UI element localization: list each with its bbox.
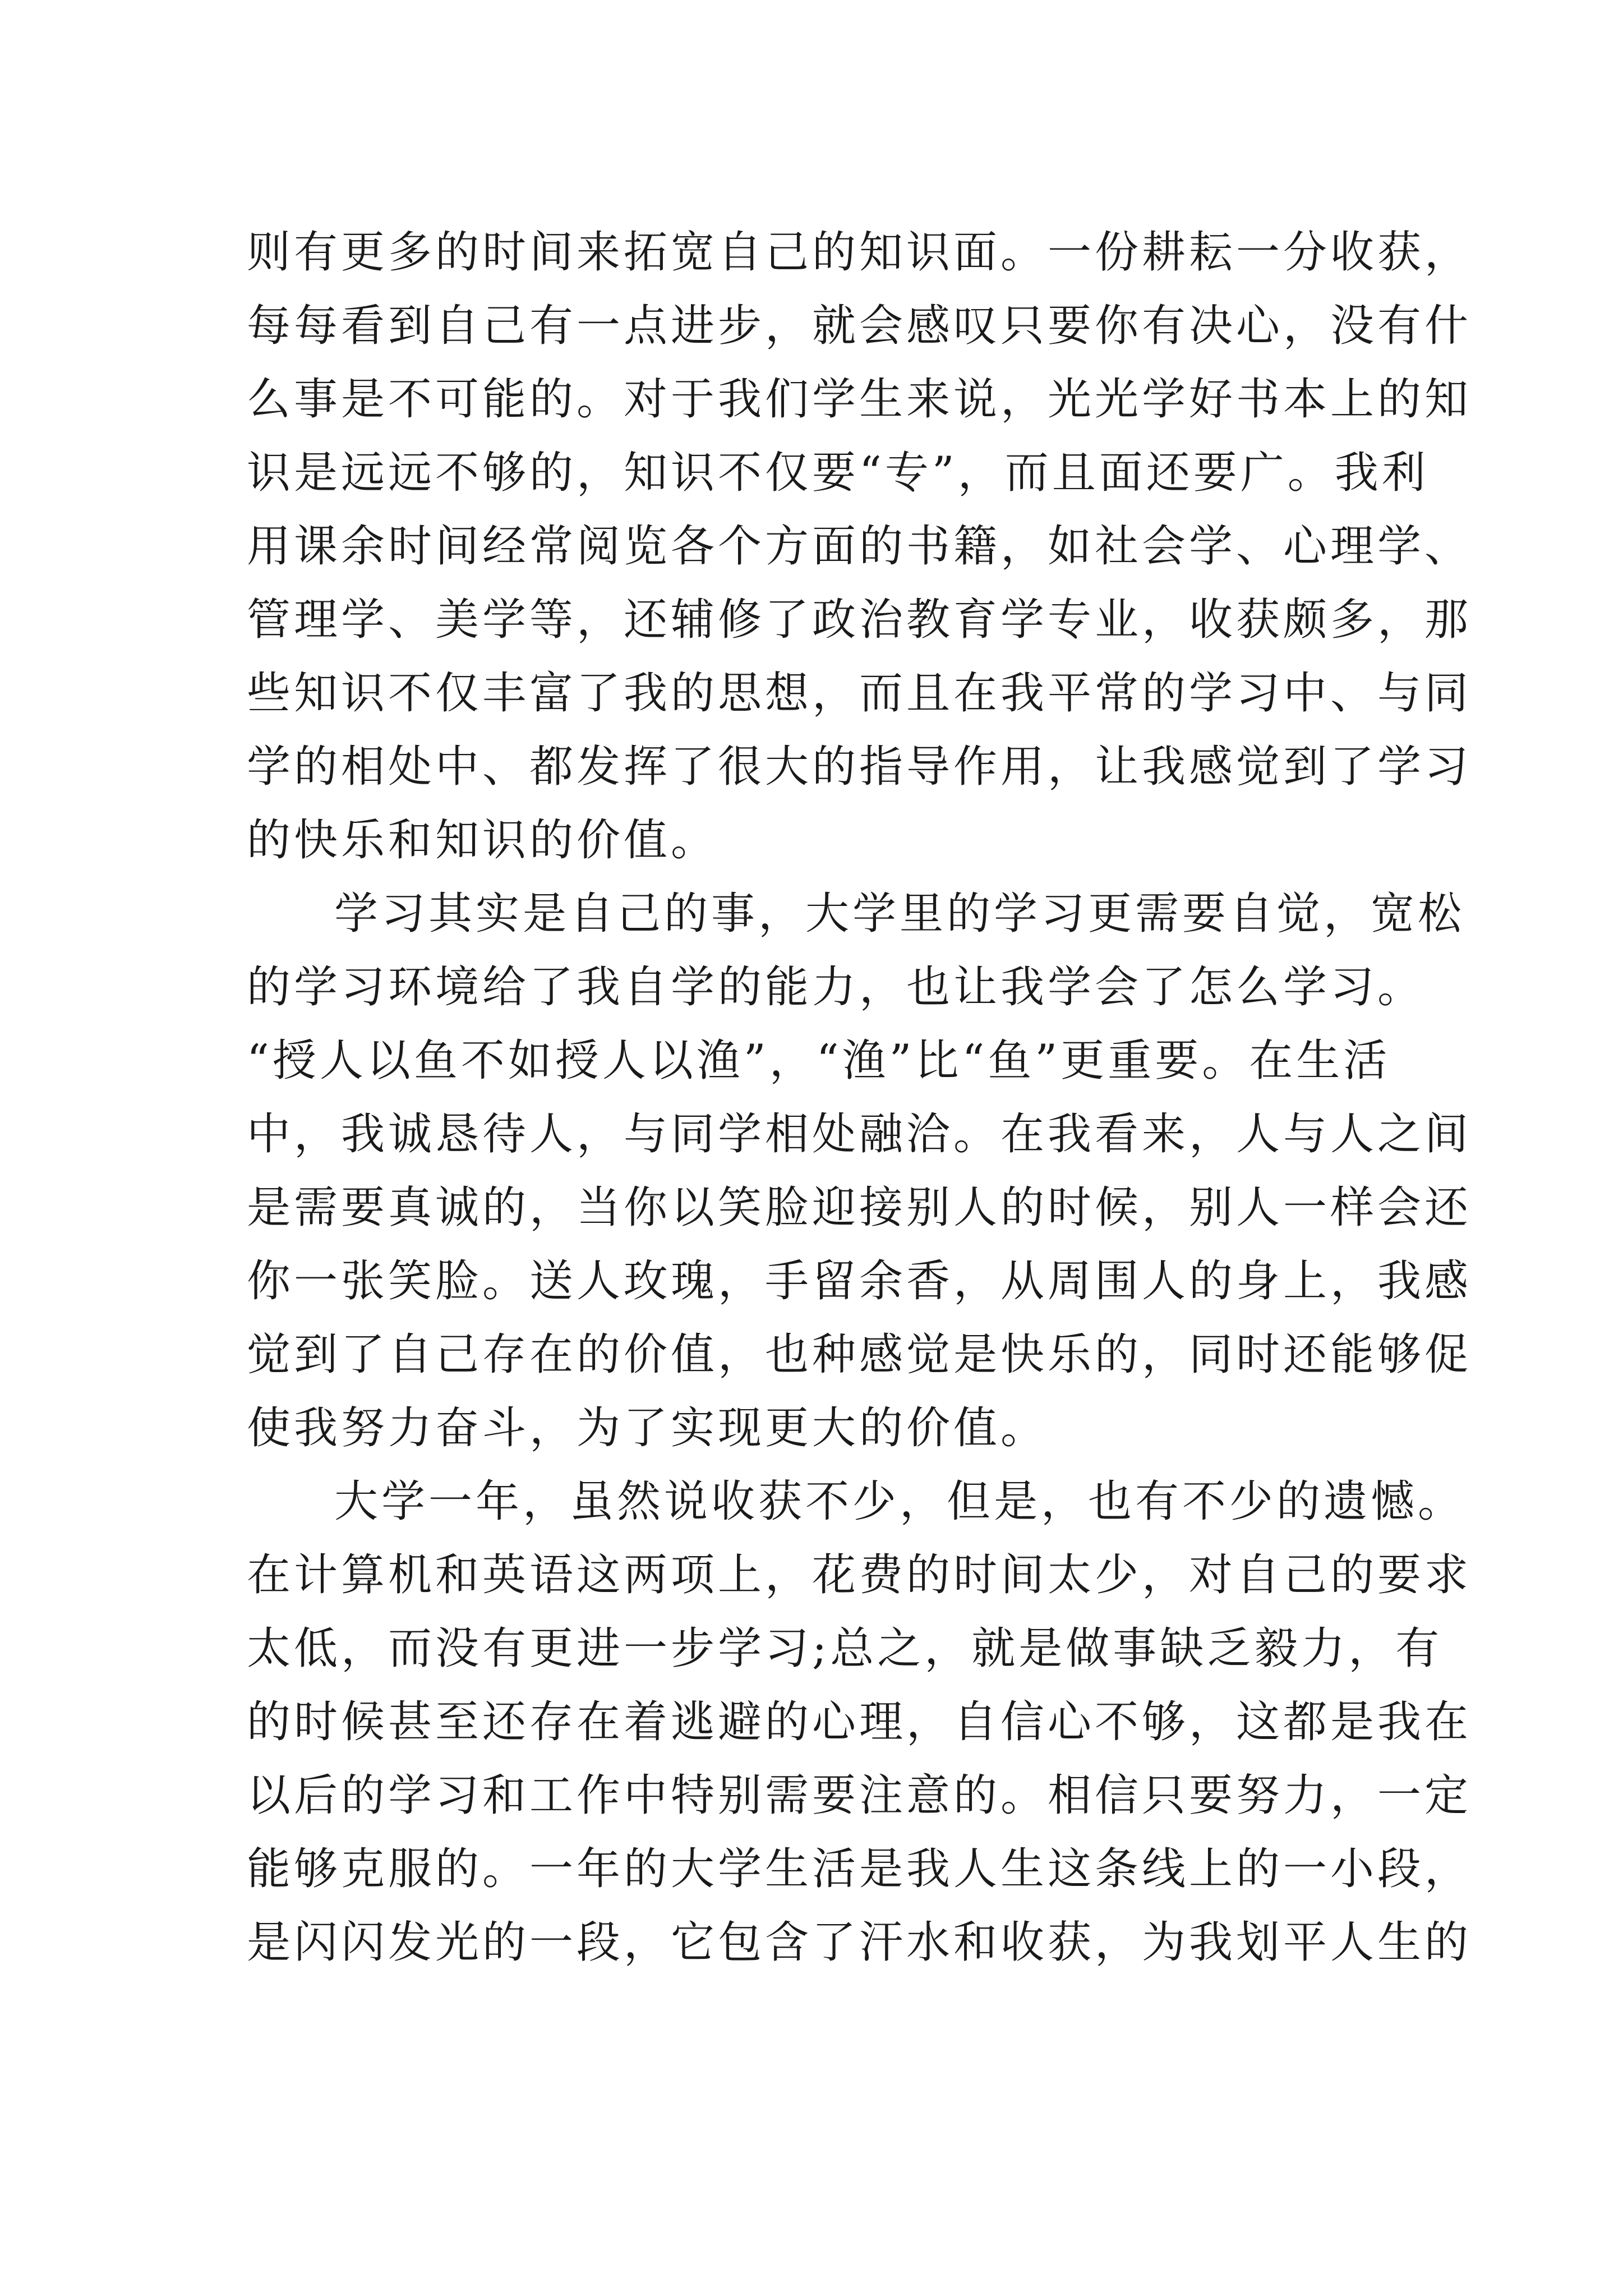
text-line: 是闪闪发光的一段，它包含了汗水和收获，为我划平人生的 bbox=[247, 1917, 1472, 1968]
text-line: 在计算机和英语这两项上，花费的时间太少，对自己的要求 bbox=[247, 1550, 1472, 1600]
text-line: 学的相处中、都发挥了很大的指导作用，让我感觉到了学习 bbox=[247, 742, 1472, 792]
text-line: 么事是不可能的。对于我们学生来说，光光学好书本上的知 bbox=[247, 374, 1472, 425]
text-line: 的学习环境给了我自学的能力，也让我学会了怎么学习。 bbox=[247, 962, 1425, 1013]
text-line: 用课余时间经常阅览各个方面的书籍，如社会学、心理学、 bbox=[247, 521, 1472, 572]
text-line: 你一张笑脸。送人玫瑰，手留余香，从周围人的身上，我感 bbox=[247, 1256, 1472, 1306]
paragraph-first-line: 学习其实是自己的事，大学里的学习更需要自觉，宽松 bbox=[334, 889, 1465, 939]
body-text bbox=[247, 216, 1472, 1980]
text-line: 觉到了自己存在的价值，也种感觉是快乐的，同时还能够促 bbox=[247, 1329, 1472, 1380]
text-line: 的时候甚至还存在着逃避的心理，自信心不够，这都是我在 bbox=[247, 1697, 1472, 1747]
text-line: 能够克服的。一年的大学生活是我人生这条线上的一小段， bbox=[247, 1844, 1472, 1894]
text-line: 使我努力奋斗，为了实现更大的价值。 bbox=[247, 1403, 1048, 1453]
paragraph-first-line: 大学一年，虽然说收获不少，但是，也有不少的遗憾。 bbox=[334, 1476, 1465, 1527]
text-line: 中，我诚恳待人，与同学相处融洽。在我看来，人与人之间 bbox=[247, 1109, 1472, 1159]
text-line: 的快乐和知识的价值。 bbox=[247, 815, 718, 866]
text-line: 太低，而没有更进一步学习;总之，就是做事缺乏毅力，有 bbox=[247, 1623, 1443, 1674]
text-line: “授人以鱼不如授人以渔”，“渔”比“鱼”更重要。在生活 bbox=[247, 1036, 1391, 1086]
text-line: 以后的学习和工作中特别需要注意的。相信只要努力，一定 bbox=[247, 1770, 1472, 1821]
text-line: 则有更多的时间来拓宽自己的知识面。一份耕耘一分收获， bbox=[247, 227, 1472, 278]
text-line: 管理学、美学等，还辅修了政治教育学专业，收获颇多，那 bbox=[247, 595, 1472, 645]
text-line: 些知识不仅丰富了我的思想，而且在我平常的学习中、与同 bbox=[247, 668, 1472, 719]
text-line: 每每看到自己有一点进步，就会感叹只要你有决心，没有什 bbox=[247, 301, 1472, 351]
text-line: 识是远远不够的，知识不仅要“专”，而且面还要广。我利 bbox=[247, 448, 1429, 498]
text-line: 是需要真诚的，当你以笑脸迎接别人的时候，别人一样会还 bbox=[247, 1182, 1472, 1233]
